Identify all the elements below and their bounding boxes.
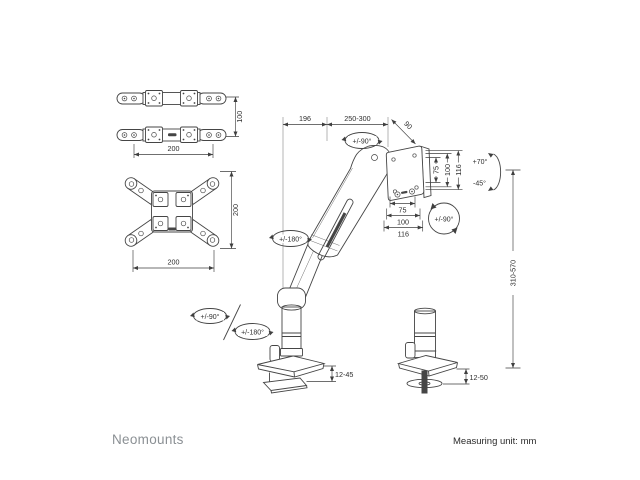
dim-vesa-h-100: 100 <box>397 217 409 227</box>
dim-cross-width: 200 <box>167 257 180 267</box>
dim-adapter-width: 200 <box>167 144 180 153</box>
dim-vesa-v-100: 100 <box>442 164 452 176</box>
dim-extension: 250-300 <box>344 114 371 123</box>
dim-grommet-range: 12-50 <box>469 373 488 382</box>
brand-logo-text: Neomounts <box>112 432 184 447</box>
dim-depth: 196 <box>299 114 311 123</box>
dim-height-range: 310-570 <box>508 259 518 287</box>
dim-cross-height: 200 <box>231 204 240 216</box>
monitor-arm-assembly <box>190 114 501 393</box>
dim-vesa-v-75: 75 <box>431 166 441 174</box>
tilt-down-label: -45° <box>473 180 486 188</box>
height-range-dimension <box>506 170 521 368</box>
rotation-vesa-label: +/-90° <box>434 216 454 224</box>
rotation-base-swivel-label: +/-90° <box>200 314 220 321</box>
rotation-base-label: +/-180° <box>241 329 264 337</box>
vesa-adapter-plate-front <box>117 91 244 159</box>
dim-vesa-v-116: 116 <box>453 164 463 176</box>
vesa-cross-plate-front <box>125 172 240 273</box>
dim-adapter-height: 100 <box>235 110 244 123</box>
dim-clamp-range: 12-45 <box>335 370 354 379</box>
rotation-head-label: +/-90° <box>352 138 372 146</box>
tilt-up-label: +70° <box>472 159 488 166</box>
dim-offset: 90 <box>402 119 415 132</box>
grommet-mount <box>399 308 488 393</box>
dim-vesa-h-116: 116 <box>397 229 410 239</box>
rotation-elbow-label: +/-180° <box>279 236 302 244</box>
dim-vesa-h-75: 75 <box>398 205 407 215</box>
measuring-unit-note: Measuring unit: mm <box>453 436 537 447</box>
